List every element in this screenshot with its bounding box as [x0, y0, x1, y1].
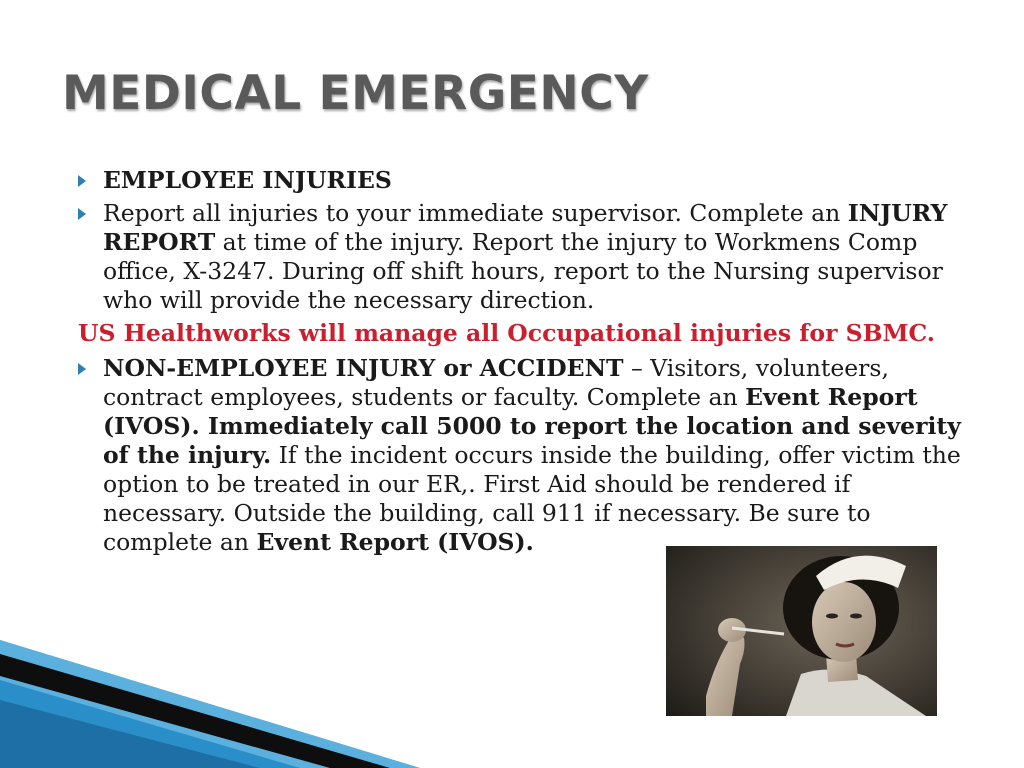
slide-body	[78, 166, 978, 561]
report-text-1: Report all injuries to your immediate supervisor. Complete an	[103, 199, 841, 227]
decorative-swoosh	[0, 640, 420, 768]
event-report-emphasis-1: Event Report (IVOS). Immediately call 5000 to report the location and s	[103, 383, 918, 440]
employee-injuries-heading: EMPLOYEE INJURIES	[103, 166, 392, 194]
nurse-illustration	[666, 546, 937, 716]
nurse-photo	[666, 546, 937, 716]
severity-emphasis: everity of the injury.	[103, 412, 961, 469]
injury-report-emphasis: INJURY REPORT	[103, 199, 948, 256]
bullet-non-employee	[78, 354, 978, 557]
healthworks-highlight: US Healthworks will manage all Occupational injuries for SBMC.	[78, 319, 935, 347]
non-employee-text-2: If the incident occurs inside the building, offer victim the option to be treated in our ER,. First Aid should be rendered if necessary. Outside the building, call 911 if necessary. Be sure to complete an	[103, 441, 961, 556]
event-report-emphasis-2: Event Report (IVOS).	[256, 528, 534, 556]
non-employee-heading: NON-EMPLOYEE INJURY or ACCIDENT	[103, 354, 624, 382]
bullet-report-injuries	[78, 199, 978, 315]
bullet-arrow-icon	[78, 175, 86, 187]
non-employee-text-1: – Visitors, volunteers, contract employees, students or faculty. Complete an	[103, 354, 889, 411]
report-text-2: at time of the injury. Report the injury to Workmens Comp office, X-3247. During off shift hours, report to the Nursing supervisor who will provide the necessary direction.	[103, 228, 943, 314]
bullet-arrow-icon	[78, 363, 86, 375]
bullet-arrow-icon	[78, 208, 86, 220]
slide-title: MEDICAL EMERGENCY	[62, 66, 649, 121]
bullet-employee-injuries	[78, 166, 978, 195]
